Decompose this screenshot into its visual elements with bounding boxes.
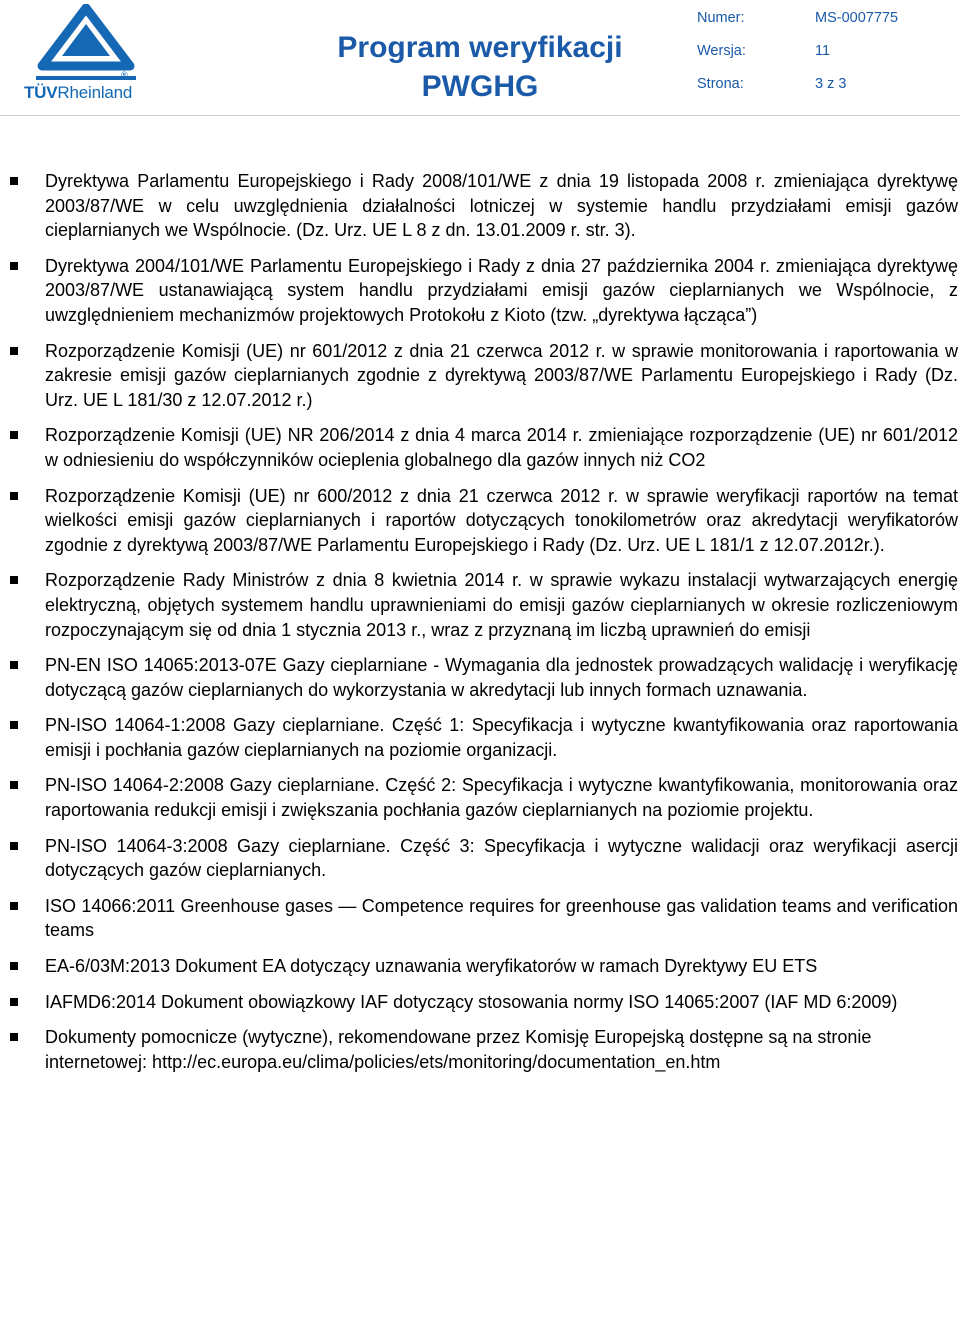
tuv-rheinland-logo (22, 4, 150, 100)
bullet-square-icon (10, 492, 18, 500)
bullet-square-icon (10, 177, 18, 185)
list-item-text: EA-6/03M:2013 Dokument EA dotyczący uznawania weryfikatorów w ramach Dyrektywy EU ETS (45, 956, 818, 977)
list-item (0, 568, 960, 642)
header-divider (0, 115, 960, 116)
list-item (0, 169, 960, 243)
reference-list (0, 169, 960, 1085)
list-item-text: IAFMD6:2014 Dokument obowiązkowy IAF dotyczący stosowania normy ISO 14065:2007 (IAF MD 6:2009) (45, 991, 898, 1012)
logo-text-bold: TÜV (24, 83, 58, 102)
list-item (0, 713, 960, 762)
bullet-square-icon (10, 576, 18, 584)
list-item (0, 1025, 960, 1074)
document-title (300, 28, 660, 106)
list-item-text: Rozporządzenie Komisji (UE) NR 206/2014 z dnia 4 marca 2014 r. zmieniające rozporządzenie (UE) nr 601/2012 w odniesieniu do współczynników ocieplenia globalnego dla gazów innych niż CO2 (45, 425, 958, 470)
meta-label: Numer: (697, 10, 745, 26)
list-item (0, 653, 960, 702)
meta-value: 11 (815, 43, 831, 59)
list-item (0, 339, 960, 413)
list-item-text: Rozporządzenie Komisji (UE) nr 601/2012 z dnia 21 czerwca 2012 r. w sprawie monitorowania i raportowania w zakresie emisji gazów cieplarnianych zgodnie z dyrektywą 2003/87/WE Parlamentu Europejskiego i Rady (Dz. Urz. UE L 181/30 z 12.07.2012 r.) (45, 340, 958, 410)
list-item-text: PN-ISO 14064-2:2008 Gazy cieplarniane. Część 2: Specyfikacja i wytyczne kwantyfikowania, monitorowania oraz raportowania redukcji emisji i zwiększania pochłania gazów cieplarnianych na poziomie projektu. (45, 775, 958, 821)
list-item-text: ISO 14066:2011 Greenhouse gases — Competence requires for greenhouse gas validation teams and verification teams (45, 895, 958, 941)
title-line-2: PWGHG (421, 70, 539, 103)
bullet-square-icon (10, 781, 18, 789)
list-item (0, 834, 960, 883)
bullet-square-icon (10, 962, 18, 970)
bullet-square-icon (10, 998, 18, 1006)
list-item (0, 990, 960, 1015)
meta-label: Wersja: (697, 43, 746, 59)
logo-registered-mark: ® (121, 70, 128, 80)
bullet-square-icon (10, 1033, 18, 1041)
title-line-1: Program weryfikacji (337, 31, 623, 64)
bullet-square-icon (10, 347, 18, 355)
list-item-text: Rozporządzenie Komisji (UE) nr 600/2012 z dnia 21 czerwca 2012 r. w sprawie weryfikacji raportów na temat wielkości emisji gazów cieplarnianych i raportów dotyczących tonokilometrów oraz akredytacji weryfikatorów zgodnie z dyrektywą 2003/87/WE Parlamentu Europejskiego i Rady (Dz. Urz. UE L 181/1 z 12.07.2012r.). (45, 485, 958, 555)
meta-value: MS-0007775 (815, 10, 899, 26)
list-item (0, 894, 960, 943)
bullet-square-icon (10, 661, 18, 669)
bullet-square-icon (10, 431, 18, 439)
list-item (0, 484, 960, 558)
list-item (0, 773, 960, 822)
list-item-text: Dokumenty pomocnicze (wytyczne), rekomendowane przez Komisję Europejską dostępne są na stronie internetowej: http://ec.europa.eu/clima/policies/ets/monitoring/documentation_en.htm (45, 1027, 872, 1072)
logo-text-light: Rheinland (57, 83, 133, 102)
list-item-text: Dyrektywa Parlamentu Europejskiego i Rady 2008/101/WE z dnia 19 listopada 2008 r. zmieniająca dyrektywę 2003/87/WE w celu uwzględnienia działalności lotniczej w systemie handlu przydziałami emisji gazów cieplarnianych we Wspólnocie. (Dz. Urz. UE L 8 z dn. 13.01.2009 r. str. 3). (45, 171, 958, 241)
list-item-text: PN-EN ISO 14065:2013-07E Gazy cieplarniane - Wymagania dla jednostek prowadzących walidację i weryfikację dotyczącą gazów cieplarnianych do wykorzystania w akredytacji lub innych formach uznawania. (45, 655, 958, 700)
list-item-text: PN-ISO 14064-1:2008 Gazy cieplarniane. Część 1: Specyfikacja i wytyczne kwantyfikowania oraz raportowania emisji i pochłania gazów cieplarnianych na poziomie organizacji. (45, 715, 958, 760)
list-item (0, 423, 960, 472)
meta-value: 3 z 3 (815, 76, 847, 92)
list-item-text: PN-ISO 14064-3:2008 Gazy cieplarniane. Część 3: Specyfikacja i wytyczne walidacji oraz weryfikacji asercji dotyczących gazów cieplarnianych. (45, 835, 958, 881)
list-item (0, 954, 960, 979)
logo-wordmark (24, 83, 132, 103)
bullet-square-icon (10, 262, 18, 270)
list-item (0, 254, 960, 328)
bullet-square-icon (10, 902, 18, 910)
bullet-square-icon (10, 721, 18, 729)
tuv-triangle-icon (22, 4, 150, 84)
list-item-text: Dyrektywa 2004/101/WE Parlamentu Europejskiego i Rady z dnia 27 października 2004 r. zmieniająca dyrektywę 2003/87/WE ustanawiającą system handlu przydziałami emisji gazów cieplarnianych we Wspólnocie, z uwzględnieniem mechanizmów projektowych Protokołu z Kioto (tzw. „dyrektywa łącząca”) (45, 255, 958, 325)
meta-label: Strona: (697, 76, 744, 92)
bullet-square-icon (10, 842, 18, 850)
list-item-text: Rozporządzenie Rady Ministrów z dnia 8 kwietnia 2014 r. w sprawie wykazu instalacji wytwarzających energię elektryczną, objętych systemem handlu uprawnieniami do emisji gazów cieplarnianych w okresie rozliczeniowym rozpoczynającym się od dnia 1 stycznia 2013 r., wraz z przyznaną im liczbą uprawnień do emisji (45, 570, 958, 640)
